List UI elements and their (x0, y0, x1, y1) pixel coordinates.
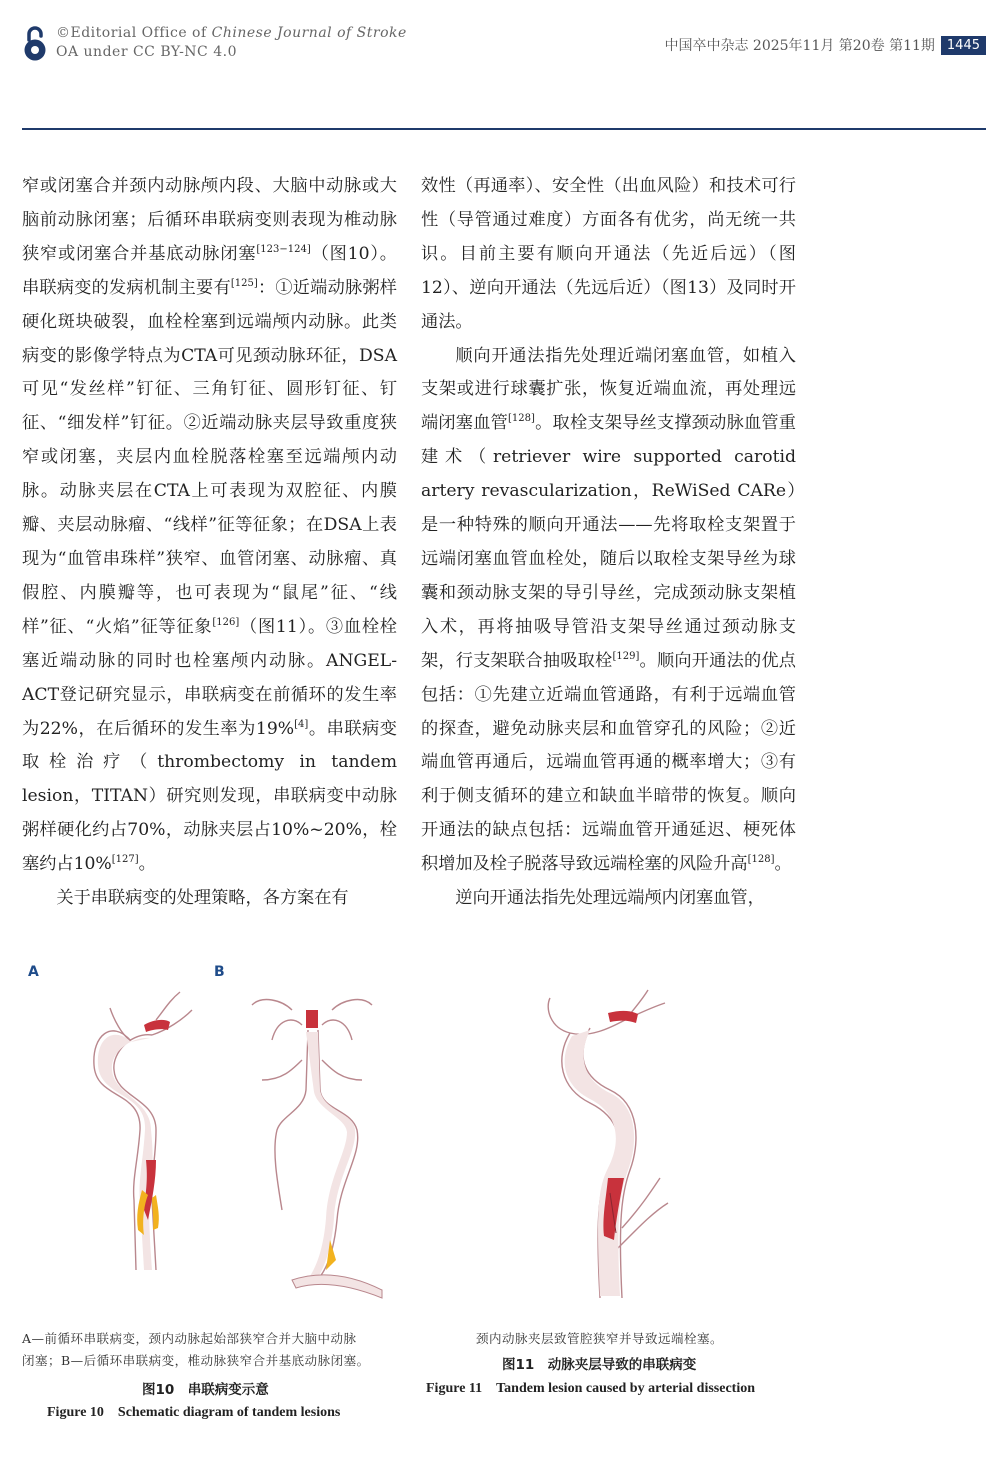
figure-11-caption-en: Figure 11 Tandem lesion caused by arterial dissection (426, 1381, 756, 1396)
figure-10-note-line1: A—前循环串联病变，颈内动脉起始部狭窄合并大脑中动脉 (22, 1331, 357, 1346)
panel-label-b: B (214, 964, 225, 980)
open-access-icon (22, 24, 48, 62)
license-line2: OA under CC BY-NC 4.0 (56, 44, 237, 60)
text-run: （图11）。③血栓栓塞近端动脉的同时也栓塞颅内动脉。ANGEL-ACT登记研究显示，串联病变在前循环的发生率为22%，在后循环的发生率为19% (22, 616, 397, 739)
figure-10 (22, 960, 402, 1420)
right-column (421, 170, 796, 916)
license-line1-a: ©Editorial Office of (56, 25, 212, 41)
citation-ref: [127] (111, 854, 139, 866)
citation-ref: [123−124] (256, 243, 311, 255)
body-paragraph (22, 170, 397, 882)
journal-info-block (664, 35, 986, 55)
body-paragraph (22, 882, 397, 916)
text-run: （图10）。串联病变的发病机制主要有 (22, 243, 397, 298)
citation-ref: [128] (508, 413, 535, 425)
body-paragraph (421, 340, 796, 883)
citation-ref: [128] (747, 854, 775, 866)
left-column (22, 170, 397, 916)
figure-11-caption-cn: 图11 动脉夹层导致的串联病变 (502, 1357, 697, 1373)
figure-11 (420, 960, 800, 1400)
figure-10b-illustration (222, 980, 402, 1300)
figure-11-note: 颈内动脉夹层致管腔狭窄并导致远端栓塞。 (476, 1331, 724, 1346)
panel-label-a: A (28, 964, 39, 980)
citation-ref: [126] (212, 616, 240, 628)
figure-10-caption-cn: 图10 串联病变示意 (142, 1382, 269, 1398)
figure-11-illustration (530, 978, 690, 1298)
citation-ref: [4] (294, 718, 309, 730)
text-run: 顺向开通法指先处理近端闭塞血管，如植入支架或进行球囊扩张，恢复近端血流，再处理远端闭塞血管 (421, 345, 796, 434)
text-run: 。顺向开通法的优点包括：①先建立近端血管通路，有利于远端血管的探查，避免动脉夹层和血管穿孔的风险；②近端血管再通后，远端血管再通的概率增大；③有利于侧支循环的建立和缺血半暗带的恢复。顺向开通法的缺点包括：远端血管开通延迟、梗死体积增加及栓子脱落导致远端栓塞的风险升高 (421, 650, 796, 875)
text-run: 。串联病变取栓治疗（thrombectomy in tandem lesion，TITAN）研究则发现，串联病变中动脉粥样硬化约占70%，动脉夹层占10%~20%，栓塞约占10% (22, 718, 397, 875)
body-paragraph (421, 170, 796, 340)
header-rule (22, 128, 986, 130)
text-run: 。 (774, 854, 792, 875)
citation-ref: [129] (612, 650, 640, 662)
text-run: 。取栓支架导丝支撑颈动脉血管重建术（retriever wire supported carotid artery revascularization，ReWiSed CARe）是一种特殊的顺向开通法——先将取栓支架置于远端闭塞血管血栓处，随后以取栓支架导丝为球囊和颈动脉支架的导引导丝，完成颈动脉支架植入术，再将抽吸导管沿支架导丝通过颈动脉支架，行支架联合抽吸取栓 (421, 413, 796, 671)
license-block (22, 24, 407, 62)
journal-issue-info: 中国卒中杂志 2025年11月 第20卷 第11期 (664, 38, 935, 54)
figure-10-note-line2: 闭塞；B—后循环串联病变，椎动脉狭窄合并基底动脉闭塞。 (22, 1353, 370, 1368)
figure-10-caption-en: Figure 10 Schematic diagram of tandem lesions (47, 1405, 341, 1420)
figure-10a-illustration (52, 980, 212, 1270)
text-run: 关于串联病变的处理策略，各方案在有 (56, 888, 349, 909)
text-run: ：①近端动脉粥样硬化斑块破裂，血栓栓塞到远端颅内动脉。此类病变的影像学特点为CTA可见颈动脉环征，DSA可见“发丝样”钉征、三角钉征、圆形钉征、钉征、“细发样”钉征。②近端动脉夹层导致重度狭窄或闭塞，夹层内血栓脱落栓塞至远端颅内动脉。动脉夹层在CTA上可表现为双腔征、内膜瓣、夹层动脉瘤、“线样”征等征象；在DSA上表现为“血管串珠样”狭窄、血管闭塞、动脉瘤、真假腔、内膜瓣等，也可表现为“鼠尾”征、“线样”征、“火焰”征等征象 (22, 277, 397, 637)
text-run: 。 (138, 854, 156, 875)
text-run: 窄或闭塞合并颈内动脉颅内段、大脑中动脉或大脑前动脉闭塞；后循环串联病变则表现为椎动脉狭窄或闭塞合并基底动脉闭塞 (22, 176, 397, 264)
page-number: 1445 (941, 36, 986, 55)
text-run: 效性（再通率）、安全性（出血风险）和技术可行性（导管通过难度）方面各有优劣，尚无统一共识。目前主要有顺向开通法（先近后远）（图12）、逆向开通法（先远后近）（图13）及同时开通法。 (421, 176, 796, 332)
body-paragraph (421, 882, 796, 916)
citation-ref: [125] (230, 277, 258, 289)
journal-name-en: Chinese Journal of Stroke (211, 25, 407, 41)
text-run: 逆向开通法指先处理远端颅内闭塞血管， (455, 888, 765, 909)
